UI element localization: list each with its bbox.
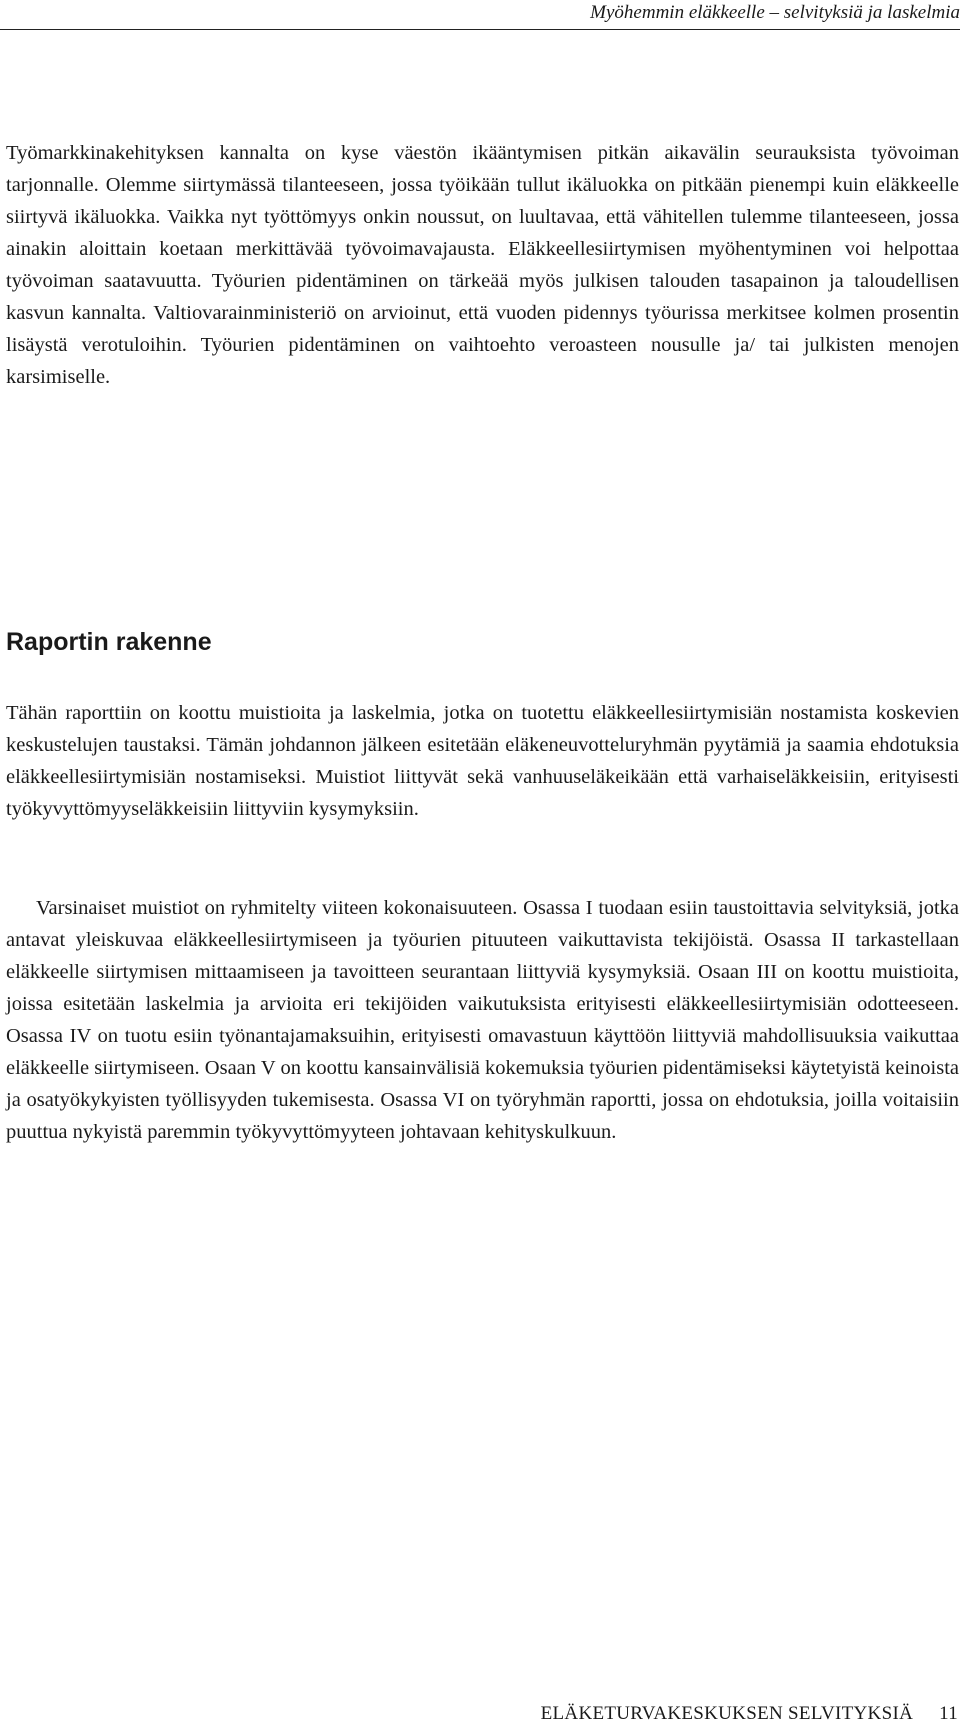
page-number: 11 bbox=[939, 1703, 958, 1724]
running-header bbox=[0, 0, 960, 30]
paragraph-report-contents: Tähän raporttiin on koottu muistioita ja laskelmia, jotka on tuotettu eläkkeellesiirtymisiän nostamista koskevien keskustelujen taustaksi. Tämän johdannon jälkeen esitetään eläkeneuvotteluryhmän pyytämiä ja saamia ehdotuksia eläkkeellesiirtymisiän nostamiseksi. Muistiot liittyvät sekä vanhuuseläkeikään että varhaiseläkkeisiin, erityisesti työkyvyttömyyseläkkeisiin liittyviin kysymyksiin. bbox=[6, 702, 959, 820]
running-title: Myöhemmin eläkkeelle – selvityksiä ja laskelmia bbox=[590, 2, 960, 23]
paragraph-intro: Työmarkkinakehityksen kannalta on kyse väestön ikääntymisen pitkän aikavälin seurauksista työvoiman tarjonnalle. Olemme siirtymässä tilanteeseen, jossa työikään tullut ikäluokka on pitkään pienempi kuin eläkkeelle siirtyvä ikäluokka. Vaikka nyt työttömyys onkin noussut, on luultavaa, että vähitellen tulemme tilanteeseen, jossa ainakin aloittain koetaan merkittävää työvoimavajausta. Eläkkeellesiirtymisen myöhentyminen voi helpottaa työvoiman saatavuutta. Työurien pidentäminen on tärkeää myös julkisen talouden tasapainon ja taloudellisen kasvun kannalta. Valtiovarainministeriö on arvioinut, että vuoden pidennys työurissa merkitsee kolmen prosentin lisäystä verotuloihin. Työurien pidentäminen on vaihtoehto veroasteen nousulle ja/ tai julkisten menojen karsimiselle. bbox=[6, 142, 959, 388]
paragraph-report-parts: Varsinaiset muistiot on ryhmitelty viiteen kokonaisuuteen. Osassa I tuodaan esiin taustoittavia selvityksiä, jotka antavat yleiskuvaa eläkkeellesiirtymiseen ja työurien pituuteen vaikuttavista tekijöistä. Osassa II tarkastellaan eläkkeelle siirtymisen mittaamiseen ja tavoitteen seurantaan liittyviä kysymyksiä. Osaan III on koottu muistioita, joissa esitetään laskelmia ja arvioita eri tekijöiden vaikutuksista erityisesti eläkkeellesiirtymisiän odotteeseen. Osassa IV on tuotu esiin työnantajamaksuihin, erityisesti omavastuun käyttöön liittyviä mahdollisuuksia vaikuttaa eläkkeelle siirtymiseen. Osaan V on koottu kansainvälisiä kokemuksia työurien pidentämiseksi käytetyistä keinoista ja osatyökykyisten työllisyyden tukemisesta. Osassa VI on työryhmän raportti, jossa on ehdotuksia, joilla voitaisiin puuttua nykyistä paremmin työkyvyttömyyteen johtavaan kehityskulkuun. bbox=[6, 897, 959, 1143]
page-footer bbox=[541, 1703, 958, 1725]
publisher-name: ELÄKETURVAKESKUKSEN SELVITYKSIÄ bbox=[540, 1703, 914, 1724]
section-heading: Raportin rakenne bbox=[6, 628, 212, 656]
